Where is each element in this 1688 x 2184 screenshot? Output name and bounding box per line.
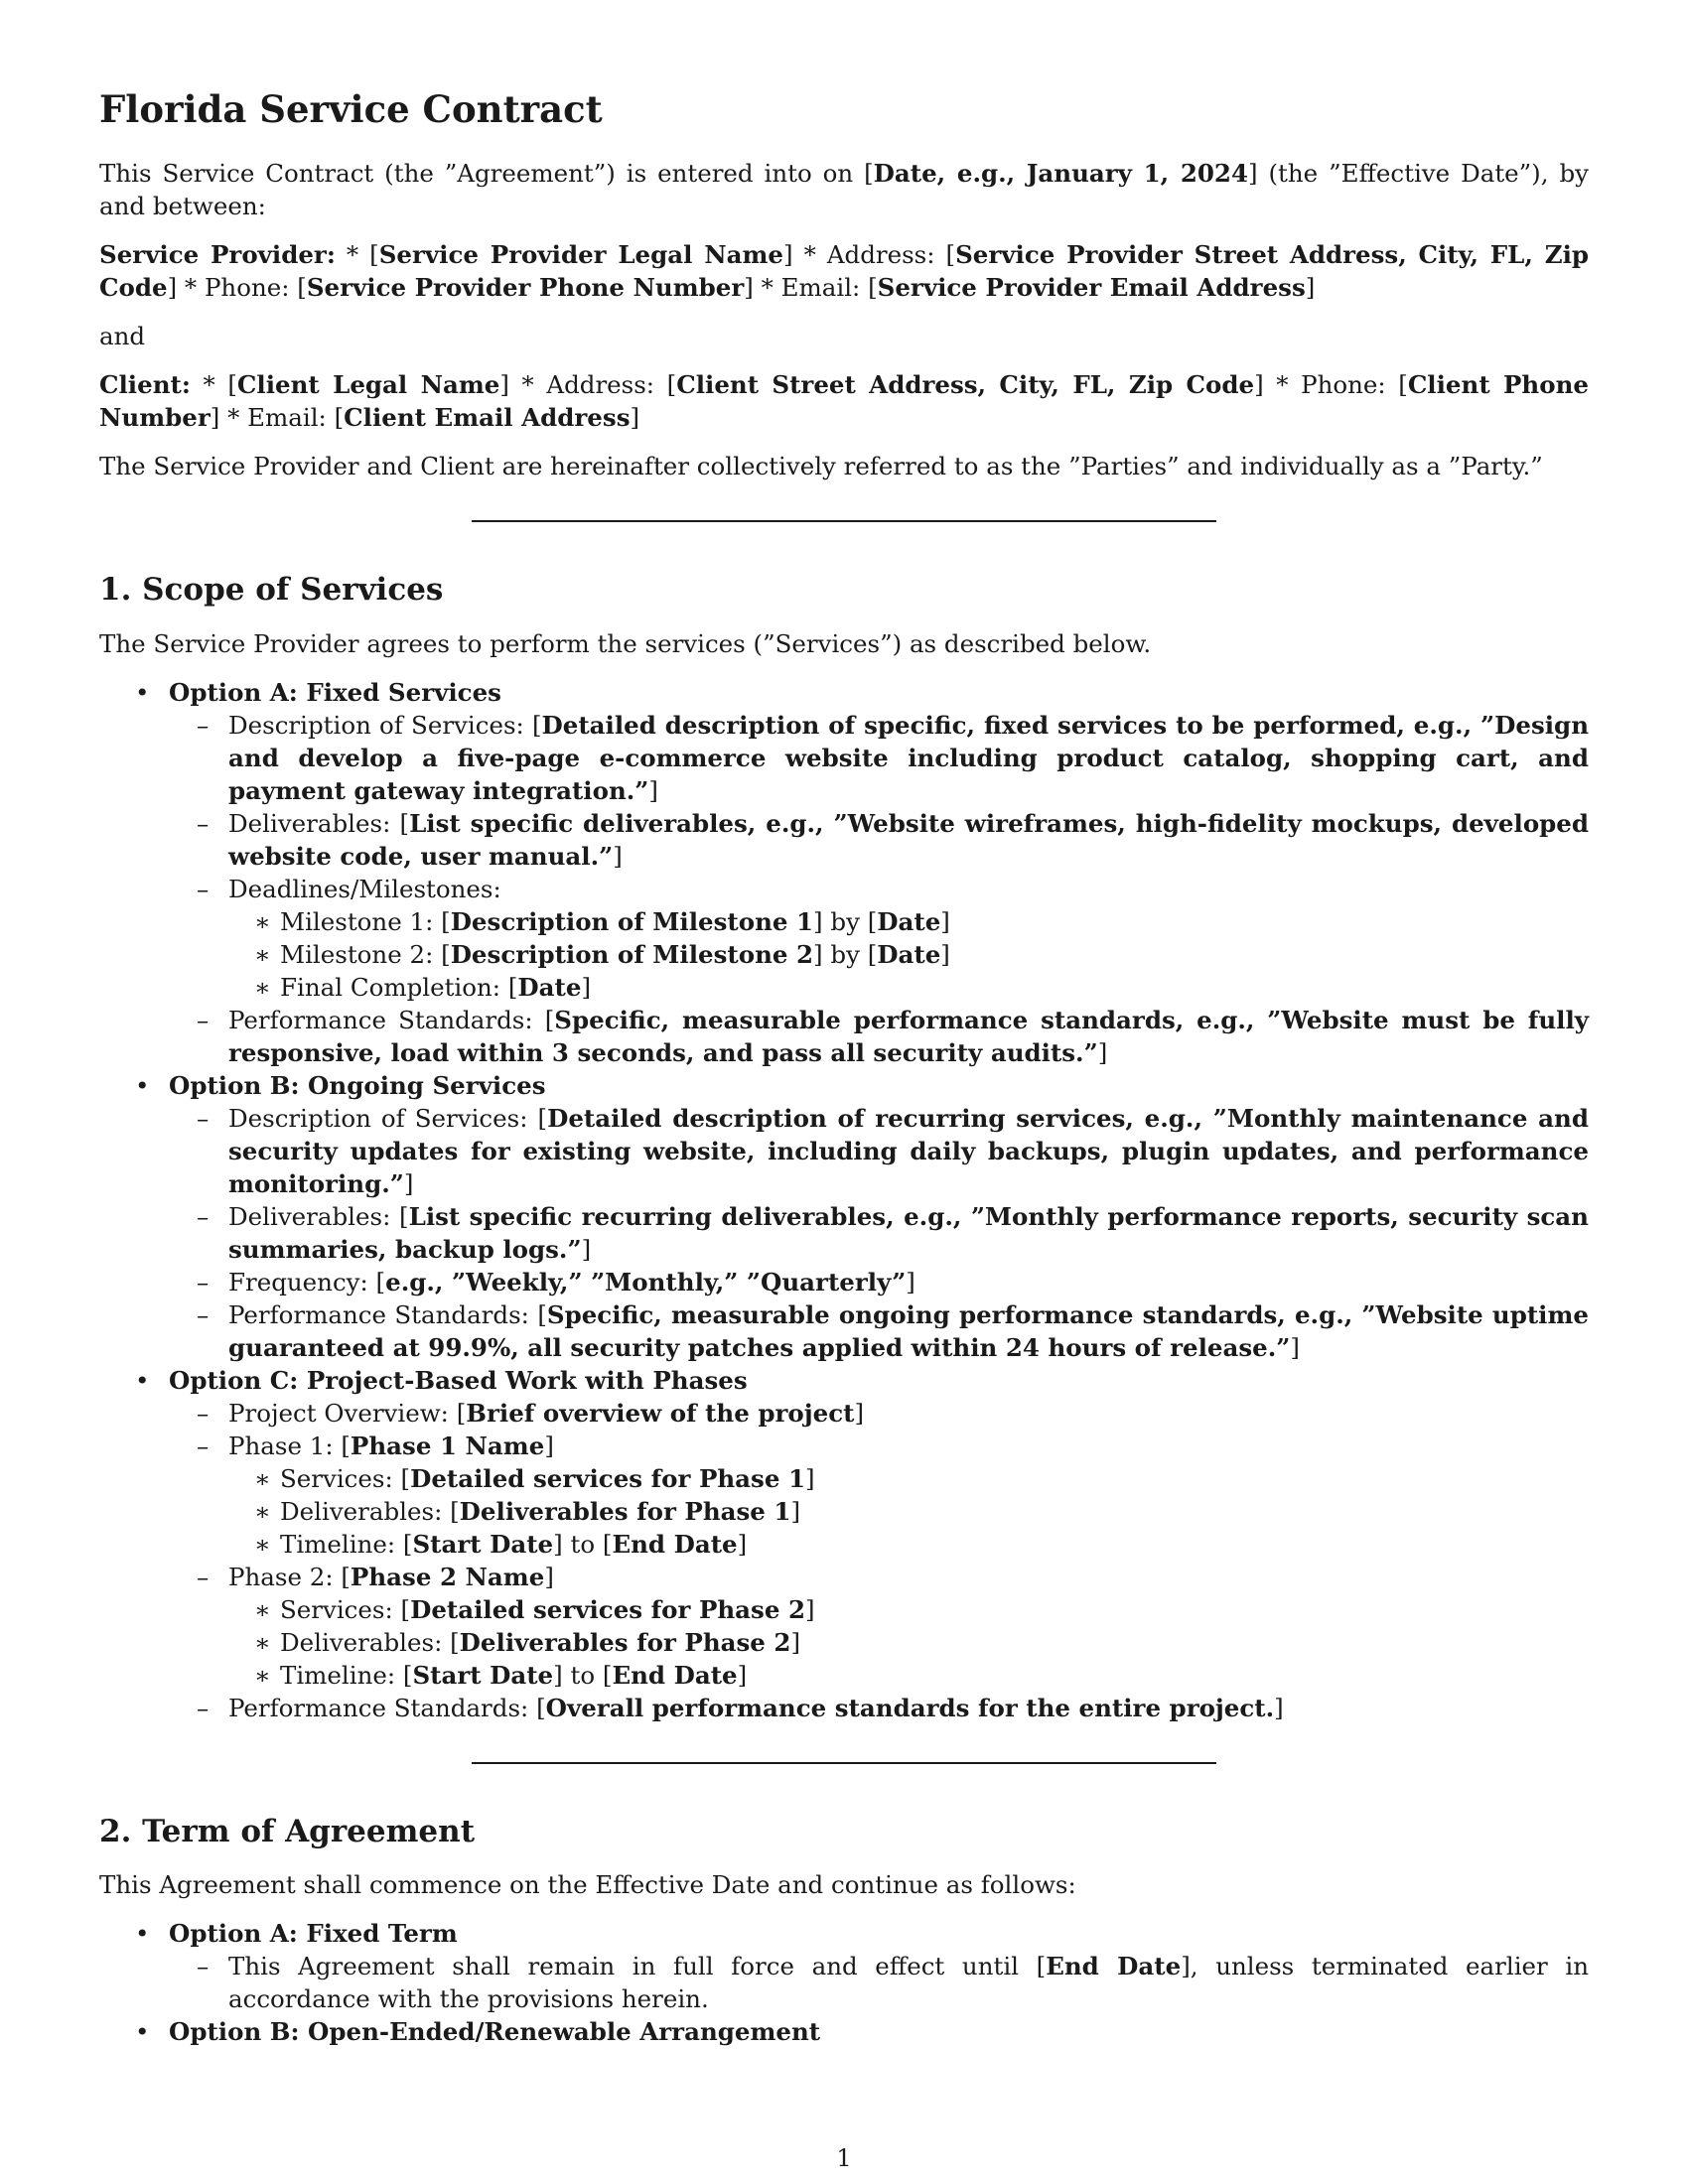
bullet-marker: • [135, 1918, 150, 1948]
option-a-item [99, 676, 1589, 1069]
list-item: – Project Overview: [Brief overview of the project] [197, 1398, 864, 1428]
list-item: ∗ Milestone 1: [Description of Milestone 1] by [Date] [254, 906, 950, 936]
provider-phone-placeholder: Service Provider Phone Number [306, 273, 745, 303]
page-number: 1 [836, 2144, 852, 2172]
provider-name-placeholder: Service Provider Legal Name [378, 240, 783, 270]
list-item: – Phase 2: [Phase 2 Name] ∗ Services: [Detailed services for Phase 2] ∗ Deliverables: [Deliverables for Phase 2] ∗ Timeline: [Start Date] to [End Date] [169, 1561, 1589, 1692]
list-item: ∗ Final Completion: [Date] [254, 972, 591, 1002]
provider-email-placeholder: Service Provider Email Address [877, 273, 1306, 303]
option-b-item [99, 1069, 1589, 1364]
list-item: ∗ Timeline: [Start Date] to [End Date] [254, 1660, 748, 1690]
list-item: ∗ Deliverables: [Deliverables for Phase 1] [254, 1496, 801, 1526]
horizontal-rule [472, 1762, 1216, 1764]
star-marker: ∗ [254, 1529, 271, 1559]
option-c-details [169, 1397, 1589, 1724]
list-item: – Performance Standards: [Specific, measurable performance standards, e.g., ”Website must be fully responsive, load within 3 seconds, and pass all security audits.”] [197, 1005, 1589, 1067]
option-c-item [99, 1364, 1589, 1724]
list-item: ∗ Services: [Detailed services for Phase 1] [254, 1463, 815, 1493]
dash-marker: – [197, 1951, 210, 1980]
list-item: – Performance Standards: [Overall performance standards for the entire project.] [197, 1693, 1284, 1722]
dash-marker: – [197, 1398, 210, 1428]
list-item: – Performance Standards: [Specific, measurable ongoing performance standards, e.g., ”Website uptime guaranteed at 99.9%, all security patches applied within 24 hours of release.”] [197, 1299, 1589, 1362]
service-provider-block: Service Provider: * [Service Provider Legal Name] * Address: [Service Provider Street Address, City, FL, Zip Code] * Phone: [Service Provider Phone Number] * Email: [Service Provider Email Address] [99, 240, 1590, 303]
provider-address-placeholder: Service Provider Street Address, City, FL, Zip Code [99, 240, 1590, 303]
star-marker: ∗ [254, 939, 271, 969]
fixed-term-details [169, 1950, 1589, 2015]
dash-marker: – [197, 1562, 210, 1591]
star-marker: ∗ [254, 906, 271, 936]
client-label: Client: [99, 370, 191, 400]
section-1-heading: 1. Scope of Services [99, 572, 444, 609]
dash-marker: – [197, 1299, 210, 1329]
client-block: Client: * [Client Legal Name] * Address: [Client Street Address, City, FL, Zip Code] * Phone: [Client Phone Number] * Email: [Client Email Address] [99, 370, 1589, 433]
section-2-intro: This Agreement shall commence on the Effective Date and continue as follows: [99, 1869, 1076, 1899]
option-b-details [169, 1102, 1589, 1364]
star-marker: ∗ [254, 1594, 271, 1624]
and-text: and [99, 322, 146, 351]
option-title: Option A: Fixed Term [169, 1918, 458, 1948]
star-marker: ∗ [254, 1463, 271, 1493]
list-item: ∗ Milestone 2: [Description of Milestone 2] by [Date] [254, 939, 950, 969]
bullet-marker: • [135, 1070, 150, 1100]
bullet-marker: • [135, 2016, 150, 2046]
list-item: – Phase 1: [Phase 1 Name] ∗ Services: [Detailed services for Phase 1] ∗ Deliverables: [Deliverables for Phase 1] ∗ Timeline: [Start Date] to [End Date] [169, 1430, 1589, 1561]
star-marker: ∗ [254, 1627, 271, 1657]
section-2-options-list [99, 1917, 1589, 2048]
effective-date-placeholder: Date, e.g., January 1, 2024 [873, 159, 1249, 189]
section-2-heading: 2. Term of Agreement [99, 1813, 476, 1849]
option-title: Option B: Ongoing Services [169, 1070, 546, 1100]
star-marker: ∗ [254, 972, 271, 1002]
dash-marker: – [197, 1693, 210, 1722]
dash-marker: – [197, 1267, 210, 1297]
list-item: ∗ Timeline: [Start Date] to [End Date] [254, 1529, 748, 1559]
list-item: – Deliverables: [List specific deliverables, e.g., ”Website wireframes, high-fidelity mockups, developed website code, user manual.”] [197, 808, 1590, 871]
dash-marker: – [197, 1103, 210, 1133]
dash-marker: – [197, 808, 210, 838]
option-title: Option B: Open-Ended/Renewable Arrangement [169, 2016, 821, 2046]
list-item: – Deliverables: [List specific recurring deliverables, e.g., ”Monthly performance reports, security scan summaries, backup logs.”] [197, 1201, 1589, 1264]
document-title: Florida Service Contract [99, 87, 603, 131]
client-name-placeholder: Client Legal Name [236, 370, 500, 400]
list-item: – Description of Services: [Detailed description of recurring services, e.g., ”Monthly maintenance and security updates for existing website, including daily backups, plugin updates, and performance monitoring.”] [197, 1103, 1589, 1198]
list-item: ∗ Services: [Detailed services for Phase 2] [254, 1594, 815, 1624]
document-page [99, 87, 1589, 2048]
option-title: Option A: Fixed Services [169, 677, 501, 707]
dash-marker: – [197, 710, 210, 740]
dash-marker: – [197, 1005, 210, 1034]
bullet-marker: • [135, 677, 150, 707]
list-item: – Description of Services: [Detailed description of specific, fixed services to be performed, e.g., ”Design and develop a five-page e-commerce website including product catalog, shopping cart, and payment gateway integration.”] [197, 710, 1590, 805]
milestones-list [228, 905, 1589, 1004]
parties-paragraph: The Service Provider and Client are hereinafter collectively referred to as the ”Parties” and individually as a ”Party.” [99, 452, 1543, 481]
list-item: – This Agreement shall remain in full force and effect until [End Date], unless terminated earlier in accordance with the provisions herein. [197, 1951, 1589, 2013]
option-a-details [169, 709, 1589, 1069]
client-phone-placeholder: Client Phone Number [99, 370, 1589, 433]
list-item: – Deadlines/Milestones: ∗ Milestone 1: [Description of Milestone 1] by [Date] ∗ Milestone 2: [Description of Milestone 2] by [Date] ∗ Final Completion: [Date] [169, 873, 1589, 1004]
star-marker: ∗ [254, 1660, 271, 1690]
list-item: ∗ Deliverables: [Deliverables for Phase 2] [254, 1627, 801, 1657]
option-b-item [99, 2015, 1589, 2048]
list-item: – Frequency: [e.g., ”Weekly,” ”Monthly,” ”Quarterly”] [197, 1267, 915, 1297]
dash-marker: – [197, 1201, 210, 1231]
phase-1-list [228, 1462, 1589, 1561]
section-1-intro: The Service Provider agrees to perform the services (”Services”) as described below. [99, 628, 1152, 658]
dash-marker: – [197, 874, 210, 903]
horizontal-rule [472, 520, 1216, 522]
intro-paragraph: This Service Contract (the ”Agreement”) is entered into on [Date, e.g., January 1, 2024] (the ”Effective Date”), by and between: [99, 159, 1589, 221]
client-address-placeholder: Client Street Address, City, FL, Zip Code [676, 370, 1255, 400]
bullet-marker: • [135, 1365, 150, 1395]
option-title: Option C: Project-Based Work with Phases [169, 1365, 748, 1395]
client-email-placeholder: Client Email Address [344, 403, 631, 433]
section-1-options-list [99, 676, 1589, 1724]
option-a-item [99, 1917, 1589, 2015]
star-marker: ∗ [254, 1496, 271, 1526]
service-provider-label: Service Provider: [99, 240, 336, 270]
phase-2-list [228, 1593, 1589, 1692]
dash-marker: – [197, 1431, 210, 1460]
